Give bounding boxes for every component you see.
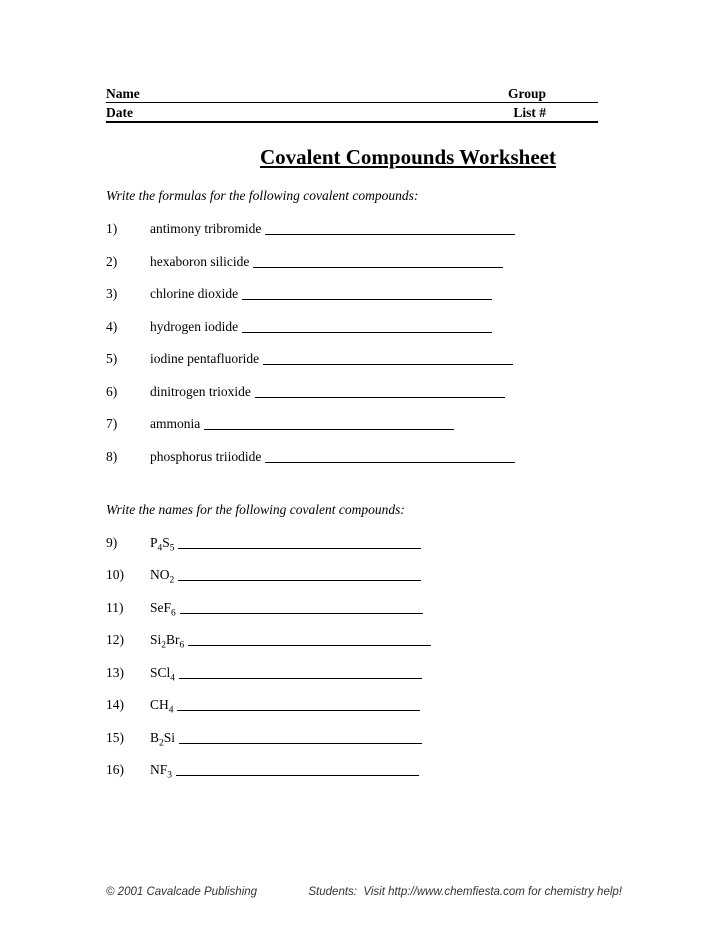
item-number: 2) xyxy=(106,253,118,269)
worksheet-item xyxy=(106,384,598,400)
item-number: 4) xyxy=(106,318,118,334)
answer-blank xyxy=(178,567,421,581)
item-number: 7) xyxy=(106,416,118,431)
compound-formula: SeF$_6$ xyxy=(150,599,176,619)
item-number: 5) xyxy=(106,351,118,366)
item-number: 15) xyxy=(106,729,124,745)
worksheet-item xyxy=(106,729,598,749)
worksheet-item xyxy=(106,449,598,465)
worksheet-item xyxy=(106,351,598,367)
compound-formula: $CH_4$ xyxy=(150,697,174,716)
worksheet-item xyxy=(106,697,598,716)
page-footer xyxy=(106,886,622,898)
item-number: 9) xyxy=(106,534,118,550)
compound-formula: $P_4S_5$ xyxy=(150,534,175,554)
item-number: 8) xyxy=(106,448,118,464)
answer-blank xyxy=(242,319,492,333)
item-number: 6) xyxy=(106,383,118,399)
worksheet-item xyxy=(106,664,598,684)
answer-blank xyxy=(204,416,454,430)
answer-blank xyxy=(179,665,422,679)
compound-formula: $NO_2$ xyxy=(150,567,175,586)
worksheet-item xyxy=(106,534,598,554)
compound-name: phosphorus triiodide xyxy=(150,448,262,464)
item-number: 1) xyxy=(106,221,118,236)
section-instruction: Write the formulas for the following covalent compounds: xyxy=(106,188,419,203)
compound-formula: $B_2Si$ xyxy=(150,729,175,749)
compound-name: antimony tribromide xyxy=(150,221,262,236)
answer-blank xyxy=(180,600,423,614)
compound-name: ammonia xyxy=(150,416,201,431)
item-number: 11) xyxy=(106,599,124,615)
item-number: 3) xyxy=(106,286,118,301)
worksheet-item xyxy=(106,254,598,270)
answer-blank xyxy=(265,449,515,463)
answer-blank xyxy=(178,535,421,549)
answer-blank xyxy=(253,254,503,268)
date-field-row xyxy=(106,104,598,123)
compound-formula: $Si_2Br_6$ xyxy=(150,632,185,651)
item-number: 10) xyxy=(106,567,124,582)
answer-blank xyxy=(263,351,513,365)
worksheet-item xyxy=(106,416,598,432)
answer-blank xyxy=(176,762,419,776)
date-label: Date xyxy=(106,105,133,120)
section-instruction: Write the names for the following covalent compounds: xyxy=(106,501,405,517)
copyright-text: © 2001 Cavalcade Publishing xyxy=(106,886,258,898)
students-note: Students: Visit http://www.chemfiesta.com for chemistry help! xyxy=(308,886,622,898)
list-number-label: List # xyxy=(513,105,546,120)
compound-name: hydrogen iodide xyxy=(150,318,239,334)
worksheet-item xyxy=(106,286,598,302)
name-label: Name xyxy=(106,86,140,101)
group-label: Group xyxy=(507,86,546,101)
item-number: 13) xyxy=(106,664,124,680)
compound-name: hexaboron silicide xyxy=(150,253,250,269)
formulas-item-list xyxy=(106,221,598,465)
worksheet-item xyxy=(106,599,598,619)
formulas-section xyxy=(106,188,598,465)
name-field-row xyxy=(106,85,598,103)
worksheet-item xyxy=(106,567,598,586)
compound-name: dinitrogen trioxide xyxy=(150,383,251,399)
item-number: 12) xyxy=(106,632,124,647)
worksheet-title: Covalent Compounds Worksheet xyxy=(260,145,556,169)
compound-name: chlorine dioxide xyxy=(150,286,239,301)
names-item-list xyxy=(106,535,598,779)
answer-blank xyxy=(179,730,422,744)
worksheet-item xyxy=(106,632,598,651)
names-section xyxy=(106,502,598,779)
answer-blank xyxy=(255,384,505,398)
worksheet-item xyxy=(106,221,598,237)
compound-name: iodine pentafluoride xyxy=(150,351,260,366)
worksheet-content xyxy=(106,85,598,795)
answer-blank xyxy=(242,286,492,300)
item-number: 14) xyxy=(106,697,124,712)
answer-blank xyxy=(188,632,431,646)
compound-formula: SCl$_4$ xyxy=(150,664,175,684)
compound-formula: $NF_3$ xyxy=(150,762,172,781)
worksheet-item xyxy=(106,762,598,781)
item-number: 16) xyxy=(106,762,124,777)
answer-blank xyxy=(265,221,515,235)
answer-blank xyxy=(177,697,420,711)
worksheet-item xyxy=(106,319,598,335)
